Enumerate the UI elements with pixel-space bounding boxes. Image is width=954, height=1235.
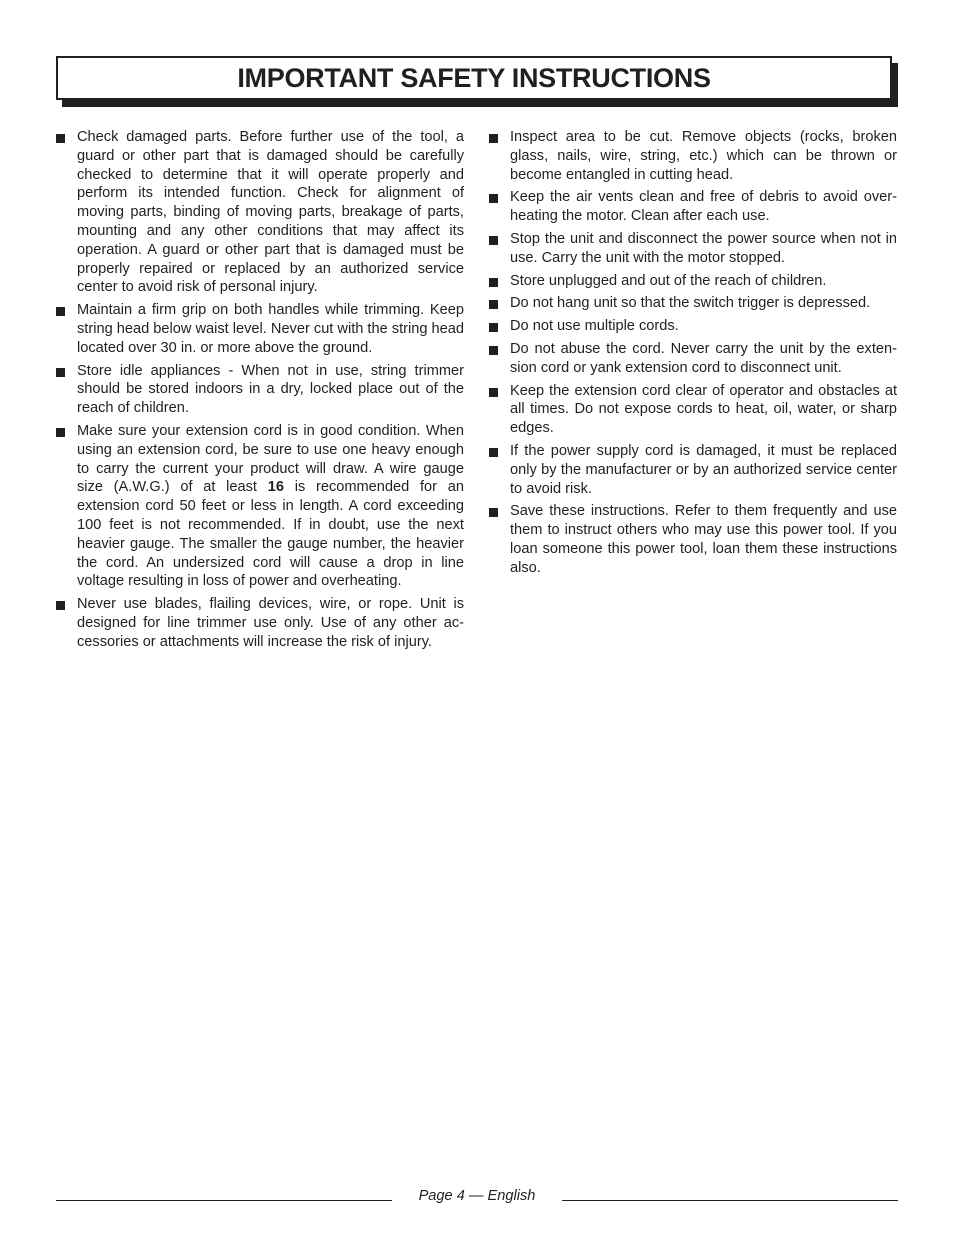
square-bullet-icon: [56, 307, 65, 316]
square-bullet-icon: [489, 323, 498, 332]
page-footer: Page 4 — English: [418, 1188, 536, 1204]
list-item: [489, 317, 897, 336]
right-column: [489, 128, 897, 582]
item-text: If the power supply cord is damaged, it must be replaced only by the manufacturer or by an authorized service center to avoid risk.: [510, 442, 897, 497]
square-bullet-icon: [489, 508, 498, 517]
item-text-cont: is recommended for an extension cord 50 feet or less in length. A cord exceeding 100 feet is not recommended. If in doubt, use the next heavier gauge. The smaller the gauge number, the heavier the cord. An undersized cord will cause a drop in line voltage resulting in loss of power and overheating.: [77, 479, 464, 590]
square-bullet-icon: [489, 346, 498, 355]
square-bullet-icon: [489, 134, 498, 143]
list-item: [56, 595, 464, 651]
item-text: Check damaged parts. Before further use of the tool, a guard or other part that is damaged should be carefully checked to determine that it will operate properly and perform its intended function. Check for alignment of moving parts, binding of moving parts, breakage of parts, mounting and any other conditions that may affect its operation. A guard or other part that is damaged must be properly repaired or replaced by an authorized service center to avoid risk of personal injury.: [77, 129, 464, 296]
item-text: Make sure your extension cord is in good condition. When using an extension cord, be sure to use one heavy enough to carry the current your product will draw. A wire gauge size (A.W.G.) of at least: [77, 422, 464, 496]
square-bullet-icon: [489, 448, 498, 457]
square-bullet-icon: [56, 368, 65, 377]
item-text: Save these instructions. Refer to them frequently and use them to instruct others who may use this power tool. If you loan someone this power tool, loan them these instructions also.: [510, 503, 897, 576]
list-item: [489, 382, 897, 438]
list-item: [489, 188, 897, 226]
list-item: [489, 294, 897, 313]
page-title: IMPORTANT SAFETY INSTRUCTIONS: [237, 62, 711, 93]
title-box: [56, 56, 892, 100]
list-item: [56, 128, 464, 297]
list-item: [56, 422, 464, 591]
gauge-value: 16: [267, 479, 284, 496]
footer-rule-left: [56, 1200, 392, 1201]
list-item: [489, 272, 897, 291]
square-bullet-icon: [489, 388, 498, 397]
item-text: Maintain a firm grip on both handles while trimming. Keep string head below waist level. Never cut with the string head located over 30 in. or more above the ground.: [77, 302, 464, 356]
square-bullet-icon: [489, 300, 498, 309]
item-text: Store unplugged and out of the reach of children.: [510, 272, 827, 289]
footer-rule-right: [562, 1200, 898, 1201]
list-item: [489, 340, 897, 378]
list-item: [489, 442, 897, 498]
list-item: [56, 301, 464, 357]
item-text: Do not use multiple cords.: [510, 318, 679, 335]
list-item: [489, 230, 897, 268]
list-item: [489, 502, 897, 577]
item-text: Inspect area to be cut. Remove objects (rocks, broken glass, nails, wire, string, etc.) which can be thrown or become entangled in cutting head.: [510, 129, 897, 183]
list-item: [56, 362, 464, 418]
square-bullet-icon: [489, 194, 498, 203]
item-text: Keep the air vents clean and free of debris to avoid overheating the motor. Clean after each use.: [510, 189, 897, 225]
list-item: [489, 128, 897, 184]
item-text: Never use blades, flailing devices, wire, or rope. Unit is designed for line trimmer use only. Use of any other accessories or attachments will increase the risk of injury.: [77, 596, 464, 650]
square-bullet-icon: [489, 236, 498, 245]
square-bullet-icon: [489, 278, 498, 287]
item-text: Store idle appliances - When not in use, string trimmer should be stored indoors in a dry, locked place out of the reach of children.: [77, 362, 464, 417]
square-bullet-icon: [56, 428, 65, 437]
item-text: Stop the unit and disconnect the power source when not in use. Carry the unit with the motor stopped.: [510, 230, 897, 266]
item-text: Do not hang unit so that the switch trigger is depressed.: [510, 295, 871, 312]
left-column: [56, 128, 464, 656]
item-text: Keep the extension cord clear of operator and obstacles at all times. Do not expose cords to heat, oil, water, or sharp edges.: [510, 382, 897, 437]
title-banner: [56, 56, 898, 107]
square-bullet-icon: [56, 601, 65, 610]
square-bullet-icon: [56, 134, 65, 143]
item-text: Do not abuse the cord. Never carry the unit by the extension cord or yank extension cord to disconnect unit.: [510, 340, 897, 376]
